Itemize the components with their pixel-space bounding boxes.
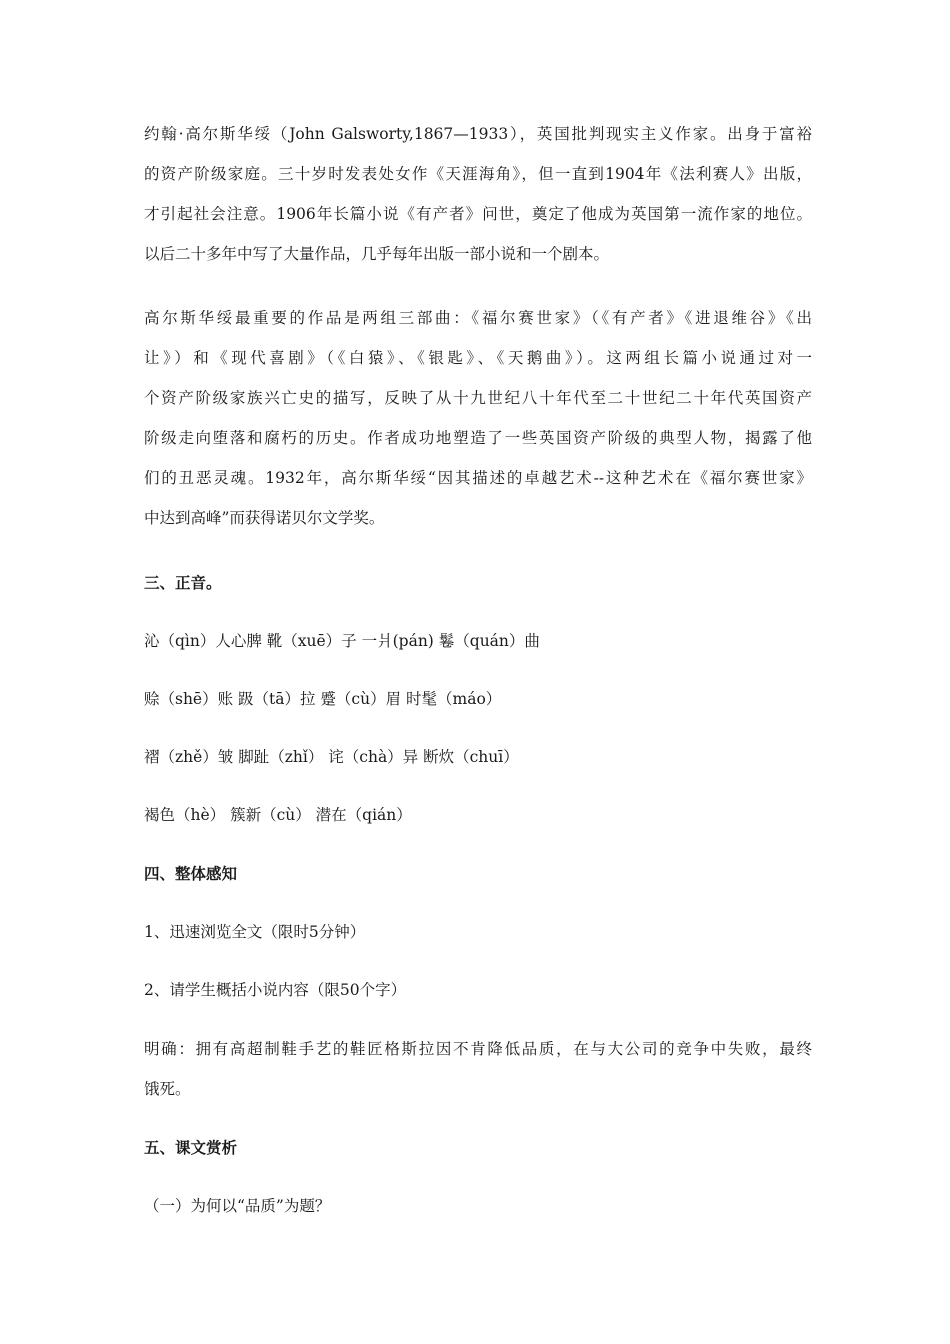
- task-item-1: 1、迅速浏览全文（限时5分钟）: [144, 923, 366, 941]
- intro-line: 的资产阶级家庭。三十岁时发表处女作《天涯海角》，但一直到1904年《法利赛人》出版，: [144, 165, 812, 183]
- intro-paragraph: [144, 114, 812, 274]
- pronunciation-row: 赊（shē）账 趿（tā）拉 蹙（cù）眉 时髦（máo）: [144, 690, 502, 708]
- pronunciation-row: 沁（qìn）人心脾 靴（xuē）子 一爿(pán) 鬈（quán）曲: [144, 632, 540, 650]
- intro-line: 约翰·高尔斯华绥（John Galsworty,1867—1933），英国批判现实主义作家。出身于富裕: [144, 125, 812, 143]
- pronunciation-row: 褐色（hè） 簇新（cù） 潜在（qián）: [144, 806, 412, 824]
- answer-line: 明确：拥有高超制鞋手艺的鞋匠格斯拉因不肯降低品质，在与大公司的竞争中失败，最终: [144, 1040, 812, 1058]
- section-heading-pronunciation: 三、正音。: [144, 574, 222, 592]
- works-line: 个资产阶级家族兴亡史的描写，反映了从十九世纪八十年代至二十世纪二十年代英国资产: [144, 389, 812, 407]
- works-line: 中达到高峰”而获得诺贝尔文学奖。: [144, 509, 385, 527]
- sub-question-1: （一）为何以“品质”为题？: [144, 1197, 331, 1215]
- intro-line: 以后二十多年中写了大量作品，几乎每年出版一部小说和一个剧本。: [144, 245, 610, 263]
- section-heading-overview: 四、整体感知: [144, 865, 238, 883]
- works-line: 们的丑恶灵魂。1932年，高尔斯华绥“因其描述的卓越艺术--这种艺术在《福尔赛世家》: [144, 469, 812, 487]
- section-heading-appreciation: 五、课文赏析: [144, 1139, 238, 1157]
- works-line: 阶级走向堕落和腐朽的历史。作者成功地塑造了一些英国资产阶级的典型人物，揭露了他: [144, 429, 812, 447]
- answer-line: 饿死。: [144, 1080, 191, 1098]
- task-item-2: 2、请学生概括小说内容（限50个字）: [144, 981, 407, 999]
- answer-paragraph: [144, 1029, 812, 1109]
- works-line: 高尔斯华绥最重要的作品是两组三部曲：《福尔赛世家》（《有产者》《进退维谷》《出: [144, 309, 812, 327]
- works-line: 让》）和《现代喜剧》（《白猿》、《银匙》、《天鹅曲》）。这两组长篇小说通过对一: [144, 349, 812, 367]
- works-paragraph: [144, 298, 812, 538]
- intro-line: 才引起社会注意。1906年长篇小说《有产者》问世，奠定了他成为英国第一流作家的地位。: [144, 205, 812, 223]
- pronunciation-row: 褶（zhě）皱 脚趾（zhǐ） 诧（chà）异 断炊（chuī）: [144, 748, 519, 766]
